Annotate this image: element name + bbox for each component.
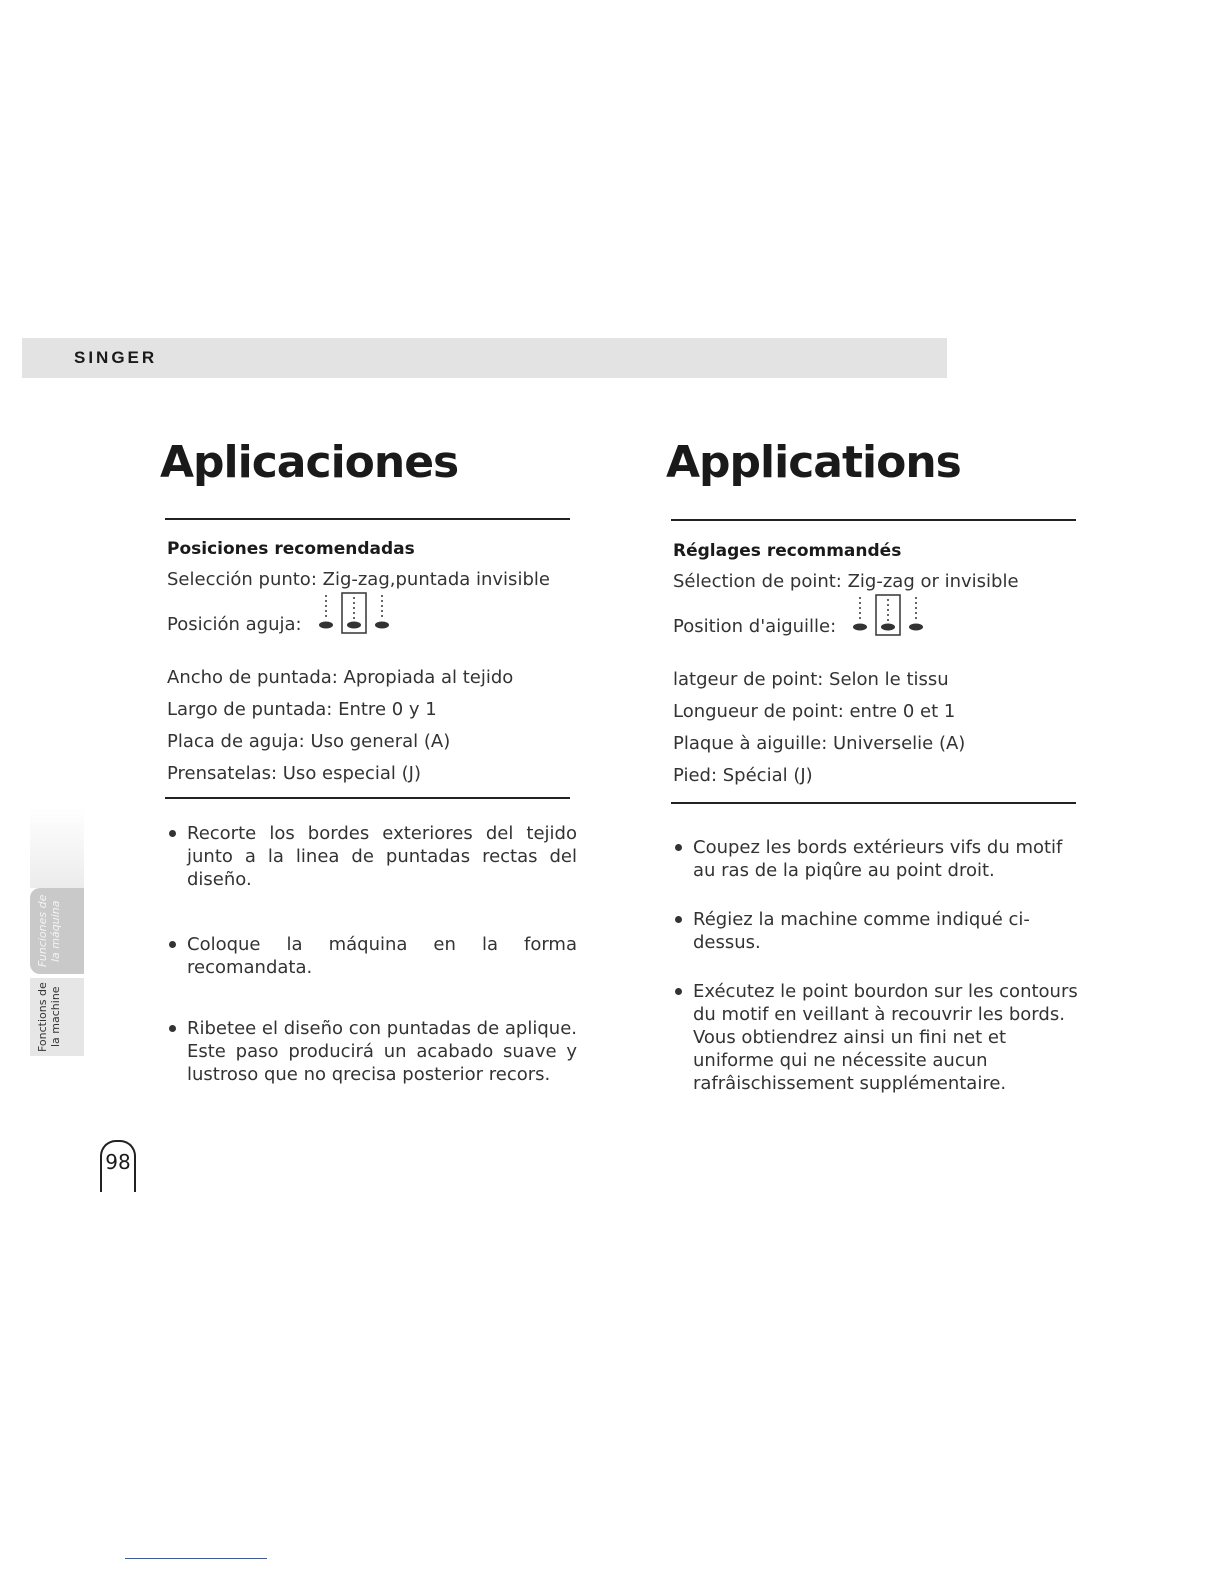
divider-top-es	[165, 518, 570, 520]
needle-position-row-es	[167, 596, 577, 654]
spanish-column	[160, 430, 577, 1085]
divider-bottom-fr	[671, 802, 1076, 804]
footer-link-underline[interactable]	[125, 1558, 267, 1559]
brand-logo: SINGER	[74, 348, 158, 367]
needle-position-center-icon	[314, 591, 394, 659]
french-column	[666, 430, 1081, 1094]
page-title-fr: Applications	[666, 437, 961, 488]
step-item-es: Coloque la máquina en la forma recomandata.	[167, 933, 577, 979]
needle-position-label-fr: Position d'aiguille:	[673, 616, 837, 637]
side-tab-active[interactable]	[30, 888, 84, 974]
needle-plate-es: Placa de aguja: Uso general (A)	[167, 731, 451, 752]
step-item-fr: Coupez les bords extérieurs vifs du motif au ras de la piqûre au point droit.	[673, 836, 1083, 882]
side-tab-inactive[interactable]	[30, 978, 84, 1056]
stitch-selection-fr: Sélection de point: Zig-zag or invisible	[673, 571, 1019, 592]
settings-heading-fr: Réglages recommandés	[673, 541, 902, 561]
recommended-settings-fr	[673, 536, 1083, 792]
side-tab-inactive-label: Fonctions de la machine	[36, 982, 62, 1052]
stitch-width-fr: latgeur de point: Selon le tissu	[673, 669, 949, 690]
step-item-es: Ribetee el diseño con puntadas de aplique. Este paso producirá un acabado suave y lustroso que no qrecisa posterior recors.	[167, 1017, 577, 1086]
step-item-fr: Exécutez le point bourdon sur les contours du motif en veillant à recouvrir les bords. Vous obtiendrez ainsi un fini net et uniforme qui ne nécessite aucun rafrâischissement supplémentaire.	[673, 980, 1083, 1095]
presser-foot-fr: Pied: Spécial (J)	[673, 765, 813, 786]
needle-plate-fr: Plaque à aiguille: Universelie (A)	[673, 733, 966, 754]
page-number: 98	[100, 1140, 136, 1192]
divider-bottom-es	[165, 797, 570, 799]
brand-bar	[22, 338, 947, 378]
stitch-length-fr: Longueur de point: entre 0 et 1	[673, 701, 956, 722]
recommended-settings-es	[167, 534, 577, 790]
step-item-fr: Régiez la machine comme indiqué ci-dessus.	[673, 908, 1083, 954]
stitch-length-es: Largo de puntada: Entre 0 y 1	[167, 699, 437, 720]
step-item-es: Recorte los bordes exteriores del tejido junto a la linea de puntadas rectas del diseño.	[167, 822, 577, 891]
page-title-es: Aplicaciones	[160, 437, 459, 488]
stitch-width-es: Ancho de puntada: Apropiada al tejido	[167, 667, 514, 688]
side-tab-shade	[30, 808, 84, 888]
side-tab-active-label: Funciones de la máquina	[36, 894, 62, 968]
divider-top-fr	[671, 519, 1076, 521]
steps-list-fr	[673, 836, 1083, 1095]
needle-position-center-icon	[848, 593, 928, 661]
presser-foot-es: Prensatelas: Uso especial (J)	[167, 763, 422, 784]
steps-list-es	[167, 822, 577, 1086]
needle-position-label-es: Posición aguja:	[167, 614, 302, 635]
needle-position-row-fr	[673, 598, 1083, 656]
settings-heading-es: Posiciones recomendadas	[167, 539, 415, 559]
stitch-selection-es: Selección punto: Zig-zag,puntada invisible	[167, 569, 550, 590]
